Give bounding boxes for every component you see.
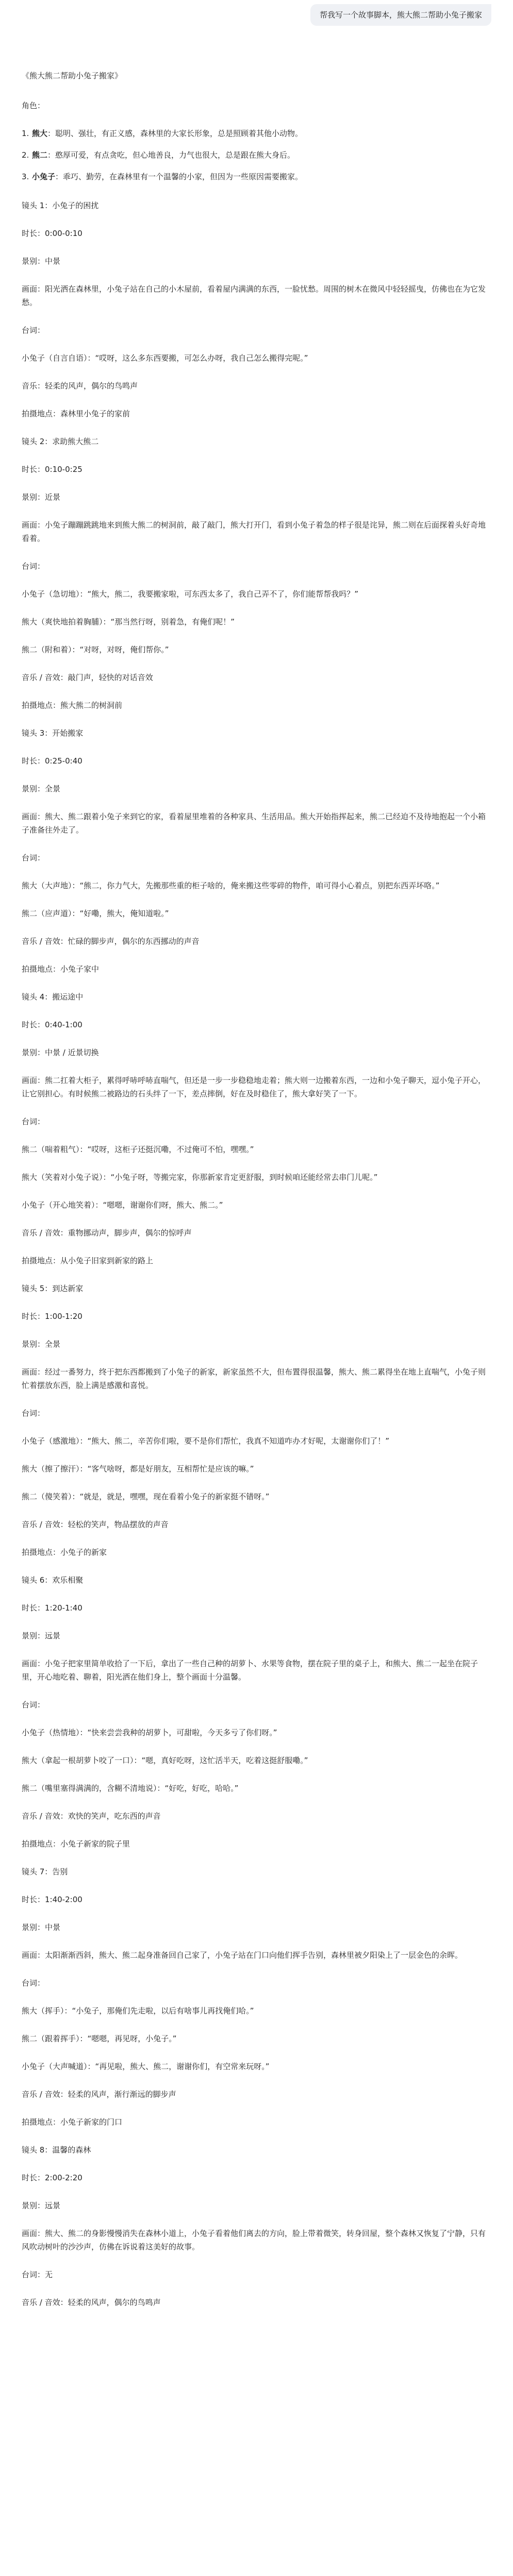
script-line: 镜头 7：告别: [22, 1867, 68, 1876]
script-line: 景别：远景: [22, 2201, 61, 2210]
script-line: 画面：阳光洒在森林里，小兔子站在自己的小木屋前，看着屋内满满的东西，一脸忧愁。周围的树木在微风中轻轻摇曳，仿佛也在为它发愁。: [22, 284, 486, 307]
script-line: 画面：太阳渐渐西斜，熊大、熊二起身准备回自己家了，小兔子站在门口向他们挥手告别，森林里被夕阳染上了一层金色的余晖。: [22, 1951, 463, 1960]
script-line: 小兔子（急切地）：“熊大，熊二，我要搬家啦，可东西太多了，我自己弄不了，你们能帮帮我吗？”: [22, 589, 359, 599]
script-line: 画面：熊大、熊二的身影慢慢消失在森林小道上，小兔子看着他们离去的方向，脸上带着微笑，转身回屋，整个森林又恢复了宁静，只有风吹动树叶的沙沙声，仿佛在诉说着这美好的故事。: [22, 2229, 486, 2251]
script-line: 台词：: [22, 1409, 45, 1418]
roles-list: [22, 127, 491, 183]
script-line: 景别：近景: [22, 493, 61, 502]
script-line: 音乐 / 音效：敲门声，轻快的对话音效: [22, 673, 153, 682]
script-title: 《熊大熊二帮助小兔子搬家》: [22, 71, 123, 80]
script-line: 拍摄地点：从小兔子旧家到新家的路上: [22, 1256, 154, 1265]
script-line: 熊二（傻笑着）：“就是，就是，嘿嘿，现在看着小兔子的新家挺不错呀。”: [22, 1492, 270, 1501]
script-line: 熊二（跟着挥手）：“嗯嗯，再见呀，小兔子。”: [22, 2034, 177, 2043]
script-line: 拍摄地点：熊大熊二的树洞前: [22, 701, 123, 710]
role-name: 小兔子: [32, 172, 56, 181]
role-description: ：憨厚可爱，有点贪吃，但心地善良，力气也很大，总是跟在熊大身后。: [47, 150, 295, 160]
script-line: 台词：: [22, 1978, 45, 1988]
script-line: 时长：1:20-1:40: [22, 1603, 82, 1613]
script-line: 镜头 3：开始搬家: [22, 728, 84, 738]
script-line: 时长：0:10-0:25: [22, 465, 82, 474]
script-line: 景别：远景: [22, 1631, 61, 1640]
script-line: 音乐：轻柔的风声，偶尔的鸟鸣声: [22, 381, 138, 391]
script-line: 熊大（拿起一根胡萝卜咬了一口）：“嗯，真好吃呀，这忙活半天，吃着这挺舒服嘞。”: [22, 1756, 308, 1765]
script-line: 镜头 5：到达新家: [22, 1284, 84, 1293]
script-line: 时长：0:40-1:00: [22, 1020, 82, 1029]
script-line: 时长：1:00-1:20: [22, 1312, 82, 1321]
script-line: 拍摄地点：小兔子的新家: [22, 1548, 107, 1557]
script-line: 景别：中景: [22, 257, 61, 266]
script-line: 音乐 / 音效：轻柔的风声，渐行渐远的脚步声: [22, 2090, 176, 2099]
script-line: 时长：1:40-2:00: [22, 1895, 82, 1904]
script-line: 音乐 / 音效：轻柔的风声，偶尔的鸟鸣声: [22, 2298, 161, 2307]
script-line: 熊大（大声地）：“熊二，你力气大，先搬那些重的柜子啥的，俺来搬这些零碎的物件，咱可得小心着点，别把东西弄坏咯。”: [22, 881, 440, 890]
assistant-reply: [22, 69, 491, 2309]
script-line: 画面：熊二扛着大柜子，累得呼哧呼哧直喘气，但还是一步一步稳稳地走着；熊大则一边搬着东西，一边和小兔子聊天，逗小兔子开心，让它别担心。有时候熊二被路边的石头绊了一下，差点摔倒，好在及时稳住了，熊大拿好笑了一下。: [22, 1076, 486, 1098]
script-line: 台词：: [22, 1700, 45, 1709]
script-line: 画面：小兔子蹦蹦跳跳地来到熊大熊二的树洞前，敲了敲门，熊大打开门，看到小兔子着急的样子很是诧异，熊二则在后面探着头好奇地看着。: [22, 520, 486, 543]
script-body: [22, 199, 491, 2309]
script-line: 台词：: [22, 853, 45, 862]
role-description: ：聪明、强壮，有正义感，森林里的大家长形象，总是照顾着其他小动物。: [47, 129, 303, 138]
script-line: 熊大（擦了擦汗）：“客气啥呀，都是好朋友，互相帮忙是应该的嘛。”: [22, 1464, 254, 1473]
script-line: 镜头 8：温馨的森林: [22, 2145, 91, 2155]
role-item: [22, 170, 491, 183]
script-line: 台词：: [22, 562, 45, 571]
role-name: 熊二: [32, 150, 48, 160]
script-line: 熊大（挥手）：“小兔子，那俺们先走啦，以后有啥事儿再找俺们哈。”: [22, 2006, 254, 2015]
script-line: 景别：全景: [22, 784, 61, 793]
script-line: 镜头 1：小兔子的困扰: [22, 201, 99, 210]
script-line: 拍摄地点：小兔子新家的院子里: [22, 1839, 130, 1849]
script-line: 熊大（爽快地拍着胸脯）：“那当然行呀，别着急，有俺们呢！”: [22, 617, 235, 626]
script-line: 拍摄地点：森林里小兔子的家前: [22, 409, 130, 418]
script-line: 景别：中景 / 近景切换: [22, 1048, 99, 1057]
script-line: 小兔子（感激地）：“熊大、熊二，辛苦你们啦，要不是你们帮忙，我真不知道咋办才好呢，太谢谢你们了！”: [22, 1436, 390, 1446]
user-message-bubble: 帮我写一个故事脚本，熊大熊二帮助小兔子搬家: [310, 4, 491, 26]
script-line: 景别：全景: [22, 1340, 61, 1349]
script-line: 画面：经过一番努力，终于把东西都搬到了小兔子的新家，新家虽然不大，但布置得很温馨，熊大、熊二累得坐在地上直喘气，小兔子则忙着摆放东西，脸上满是感激和喜悦。: [22, 1367, 486, 1390]
role-item: [22, 148, 491, 162]
user-message-row: [22, 0, 491, 26]
script-line: 台词：无: [22, 2270, 53, 2279]
roles-heading: 角色：: [22, 101, 45, 110]
script-line: 拍摄地点：小兔子家中: [22, 964, 100, 974]
script-line: 画面：小兔子把家里简单收拾了一下后，拿出了一些自己种的胡萝卜、水果等食物，摆在院子里的桌子上，和熊大、熊二一起坐在院子里，开心地吃着、聊着，阳光洒在他们身上，整个画面十分温馨。: [22, 1659, 478, 1682]
script-line: 镜头 2：求助熊大熊二: [22, 437, 99, 446]
script-line: 熊大（笑着对小兔子说）：“小兔子呀，等搬完家，你那新家肯定更舒服，到时候咱还能经常去串门儿呢。”: [22, 1173, 378, 1182]
script-line: 小兔子（热情地）：“快来尝尝我种的胡萝卜，可甜啦，今天多亏了你们呀。”: [22, 1728, 277, 1737]
script-line: 时长：0:00-0:10: [22, 229, 82, 238]
script-line: 镜头 4：搬运途中: [22, 992, 84, 1002]
script-line: 时长：0:25-0:40: [22, 756, 82, 766]
script-line: 景别：中景: [22, 1923, 61, 1932]
script-line: 小兔子（大声喊道）：“再见啦，熊大、熊二，谢谢你们，有空常来玩呀。”: [22, 2062, 270, 2071]
script-line: 熊二（应声道）：“好嘞，熊大，俺知道啦。”: [22, 909, 169, 918]
script-line: 时长：2:00-2:20: [22, 2173, 82, 2182]
role-name: 熊大: [32, 129, 48, 138]
script-line: 小兔子（开心地笑着）：“嗯嗯，谢谢你们呀，熊大、熊二。”: [22, 1200, 223, 1210]
script-line: 镜头 6：欢乐相聚: [22, 1575, 84, 1585]
script-line: 拍摄地点：小兔子新家的门口: [22, 2117, 123, 2127]
role-number: 3.: [22, 172, 29, 181]
script-line: 画面：熊大、熊二跟着小兔子来到它的家，看着屋里堆着的各种家具、生活用品。熊大开始指挥起来，熊二已经迫不及待地抱起一个小箱子准备往外走了。: [22, 812, 486, 835]
script-line: 台词：: [22, 1117, 45, 1126]
script-line: 熊二（嘴里塞得满满的，含糊不清地说）：“好吃，好吃，哈哈。”: [22, 1784, 239, 1793]
role-number: 1.: [22, 129, 29, 138]
role-item: [22, 127, 491, 140]
script-line: 音乐 / 音效：轻松的笑声，物品摆放的声音: [22, 1520, 169, 1529]
script-line: 小兔子（自言自语）：“哎呀，这么多东西要搬，可怎么办呀，我自己怎么搬得完呢。”: [22, 353, 308, 363]
script-line: 熊二（附和着）：“对呀，对呀，俺们帮你。”: [22, 645, 169, 654]
script-line: 熊二（喘着粗气）：“哎呀，这柜子还挺沉嘞，不过俺可不怕，嘿嘿。”: [22, 1145, 254, 1154]
script-line: 台词：: [22, 326, 45, 335]
role-number: 2.: [22, 150, 29, 160]
script-line: 音乐 / 音效：欢快的笑声，吃东西的声音: [22, 1811, 161, 1821]
role-description: ：乖巧、勤劳，在森林里有一个温馨的小家，但因为一些原因需要搬家。: [55, 172, 303, 181]
script-line: 音乐 / 音效：重物挪动声，脚步声，偶尔的惊呼声: [22, 1228, 192, 1238]
script-line: 音乐 / 音效：忙碌的脚步声，偶尔的东西挪动的声音: [22, 937, 200, 946]
